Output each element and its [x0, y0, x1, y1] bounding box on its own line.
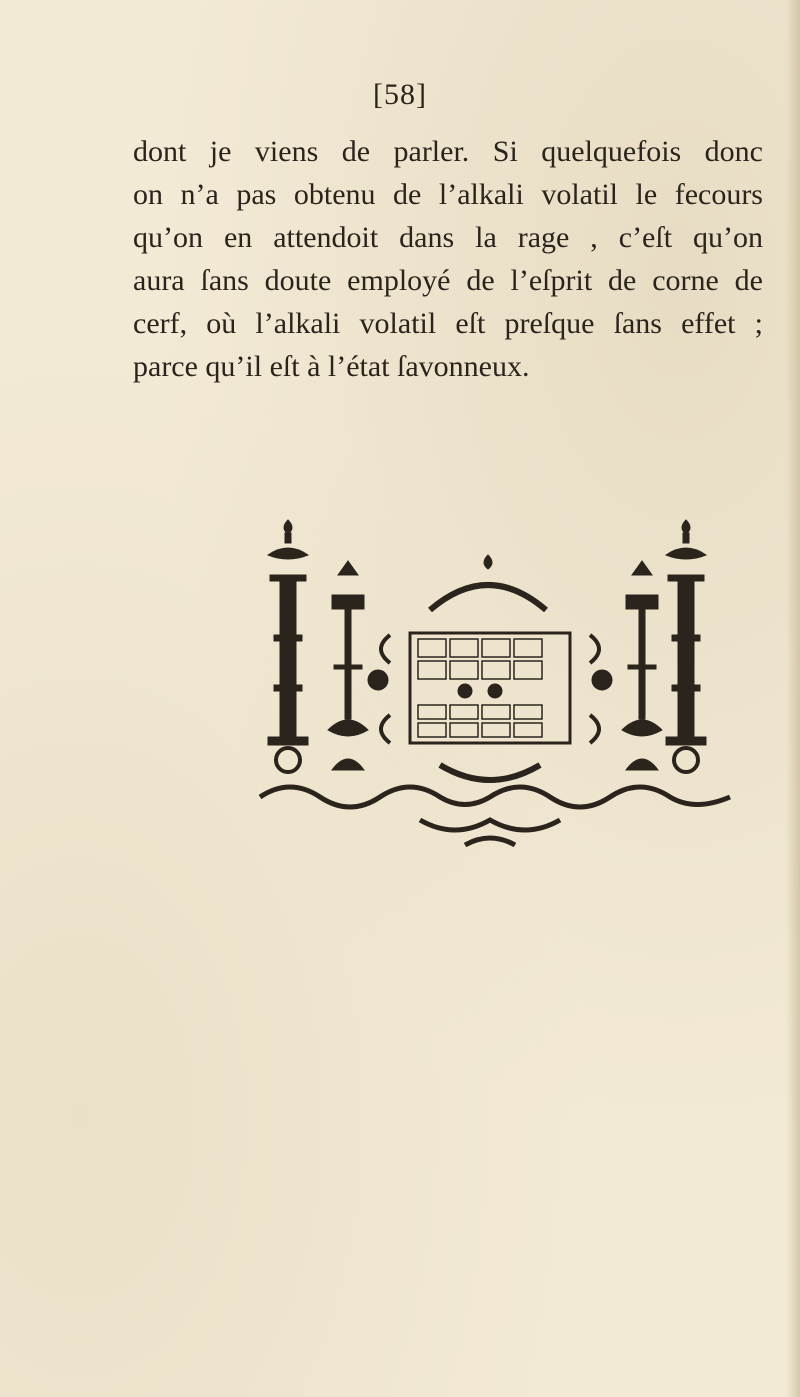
text-line: parce qu’il eſt à l’état ſavonneux. — [133, 350, 530, 383]
left-outer-column — [268, 520, 308, 772]
page-edge-shadow — [786, 0, 800, 1397]
right-inner-column — [622, 561, 662, 770]
text-line: aura ſans doute employé de l’eſprit de corne de — [133, 264, 763, 297]
tailpiece-ornament-icon — [250, 515, 750, 860]
left-inner-column — [328, 561, 368, 770]
text-line: on n’a pas obtenu de l’alkali volatil le fecours — [133, 178, 763, 211]
body-text — [133, 130, 763, 388]
central-panel — [368, 555, 612, 780]
page-number: [58] — [373, 78, 427, 111]
text-line: cerf, où l’alkali volatil eſt preſque ſans effet ; — [133, 307, 763, 340]
text-line: qu’on en attendoit dans la rage , c’eſt qu’on — [133, 221, 763, 254]
bottom-scrollwork — [260, 787, 730, 845]
right-outer-column — [666, 520, 706, 772]
text-line: dont je viens de parler. Si quelquefois donc — [133, 135, 763, 168]
